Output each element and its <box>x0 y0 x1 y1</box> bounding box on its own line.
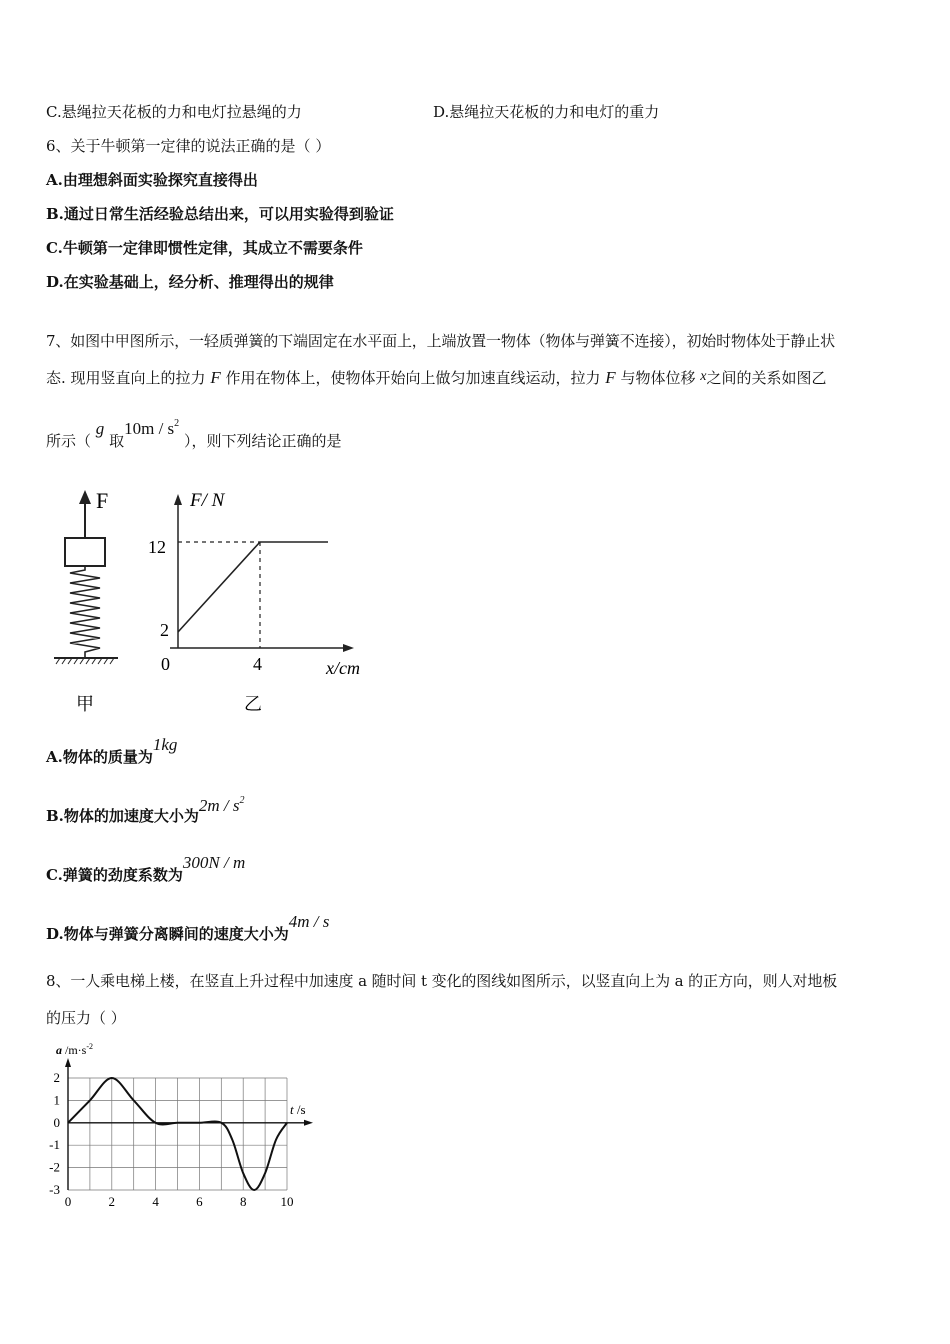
q8-stem-line2: 的压力（ ） <box>46 1009 126 1027</box>
y-axis-arrow <box>174 494 182 505</box>
spring-coil <box>70 566 100 657</box>
q7-option-a-text: A.物体的质量为 <box>46 748 153 766</box>
y-tick-label: 2 <box>53 1070 60 1085</box>
x-tick-4: 4 <box>253 654 262 674</box>
chart-grid <box>68 1078 287 1190</box>
q6-option-a: A.由理想斜面实验探究直接得出 <box>46 171 258 189</box>
x-axis-label: x/cm <box>326 658 360 678</box>
y-tick-label: -1 <box>49 1137 60 1153</box>
q7-g-value <box>124 419 179 438</box>
x-tick-label: 4 <box>152 1194 159 1209</box>
force-arrow-head <box>79 490 91 504</box>
q7-var-f: F <box>605 368 616 387</box>
y-tick-label: 0 <box>53 1114 60 1130</box>
x-axis-arrow <box>343 644 354 652</box>
q7-var-x: x <box>700 369 707 384</box>
force-label: F <box>96 488 109 513</box>
block <box>65 538 105 566</box>
q7-text: ），则下列结论正确的是 <box>183 432 342 450</box>
force-displacement-graph <box>140 480 380 720</box>
y-tick-label: -2 <box>49 1159 60 1175</box>
q7-option-b-value: 2m / s <box>198 796 240 815</box>
y-axis-arrow <box>65 1058 71 1067</box>
q7-option-d-text: D.物体与弹簧分离瞬间的速度大小为 <box>46 925 289 943</box>
fig-yi-caption: 乙 <box>244 694 262 714</box>
q7-text: 作用在物体上，使物体开始向上做匀加速直线运动，拉力 <box>225 369 601 387</box>
q5-option-d: D.悬绳拉天花板的力和电灯的重力 <box>433 103 660 121</box>
q7-text: 所示（ <box>46 432 92 450</box>
x-tick-label: 2 <box>108 1194 116 1209</box>
acceleration-time-chart <box>40 1040 330 1220</box>
q7-option-a <box>46 735 178 767</box>
q7-g-value-text: 10m / s <box>124 419 175 438</box>
y-tick-2: 2 <box>160 620 169 640</box>
q7-text: 之间的关系如图乙 <box>706 369 827 387</box>
q7-option-b <box>46 795 245 829</box>
q7-option-c <box>46 853 246 885</box>
x-tick-label: 8 <box>239 1194 247 1209</box>
x-axis-arrow <box>304 1120 313 1126</box>
y-tick-12: 12 <box>148 537 166 557</box>
q7-stem-line2 <box>46 368 827 390</box>
q7-text: 态. 现用竖直向上的拉力 <box>46 369 206 387</box>
y-axis-label <box>189 490 226 511</box>
x-tick-0: 0 <box>161 654 170 674</box>
q7-var-g: g <box>95 419 105 438</box>
fig-jia-caption: 甲 <box>76 694 94 714</box>
q7-text: 与物体位移 <box>620 369 696 387</box>
x-tick-label: 10 <box>280 1194 294 1209</box>
q6-option-d: D.在实验基础上，经分析、推理得出的规律 <box>46 273 334 291</box>
y-axis-label: a $/m\cdot s^{-2}$ <box>56 1042 94 1057</box>
q7-option-d-value: 4m / s <box>288 912 330 931</box>
q7-option-c-value: 300N / m <box>182 853 246 872</box>
q7-text: 取 <box>109 432 125 450</box>
x-axis-label: t /s <box>290 1102 306 1117</box>
x-tick-label: 0 <box>64 1194 72 1209</box>
y-axis-label-text: F/ N <box>190 490 225 511</box>
q7-stem-line1: 7、如图中甲图所示，一轻质弹簧的下端固定在水平面上，上端放置一物体（物体与弹簧不连接），初始时物体处于静止状 <box>46 332 835 350</box>
q7-option-d <box>46 912 330 944</box>
y-tick-label: -3 <box>49 1182 60 1197</box>
q8-stem-line1: 8、一人乘电梯上楼，在竖直上升过程中加速度 a 随时间 t 变化的图线如图所示，以竖直向上为 a 的正方向，则人对地板 <box>46 972 838 990</box>
force-curve <box>178 542 328 632</box>
q7-option-a-value: 1kg <box>152 735 178 754</box>
q6-option-b: B.通过日常生活经验总结出来，可以用实验得到验证 <box>46 205 394 223</box>
q5-option-c: C.悬绳拉天花板的力和电灯拉悬绳的力 <box>46 103 302 121</box>
q7-stem-line3 <box>46 418 342 454</box>
y-tick-label: 1 <box>53 1092 60 1108</box>
x-tick-label: 6 <box>196 1194 203 1209</box>
q6-option-c: C.牛顿第一定律即惯性定律，其成立不需要条件 <box>46 239 363 257</box>
q7-option-b-exponent: 2 <box>239 795 245 806</box>
q7-option-c-text: C.弹簧的劲度系数为 <box>46 866 183 884</box>
q6-stem: 6、关于牛顿第一定律的说法正确的是（ ） <box>46 137 331 155</box>
q7-var-f: F <box>210 368 221 387</box>
q7-option-b-text: B.物体的加速度大小为 <box>46 807 199 825</box>
q7-g-exponent: 2 <box>174 418 180 429</box>
spring-figure <box>40 480 140 720</box>
